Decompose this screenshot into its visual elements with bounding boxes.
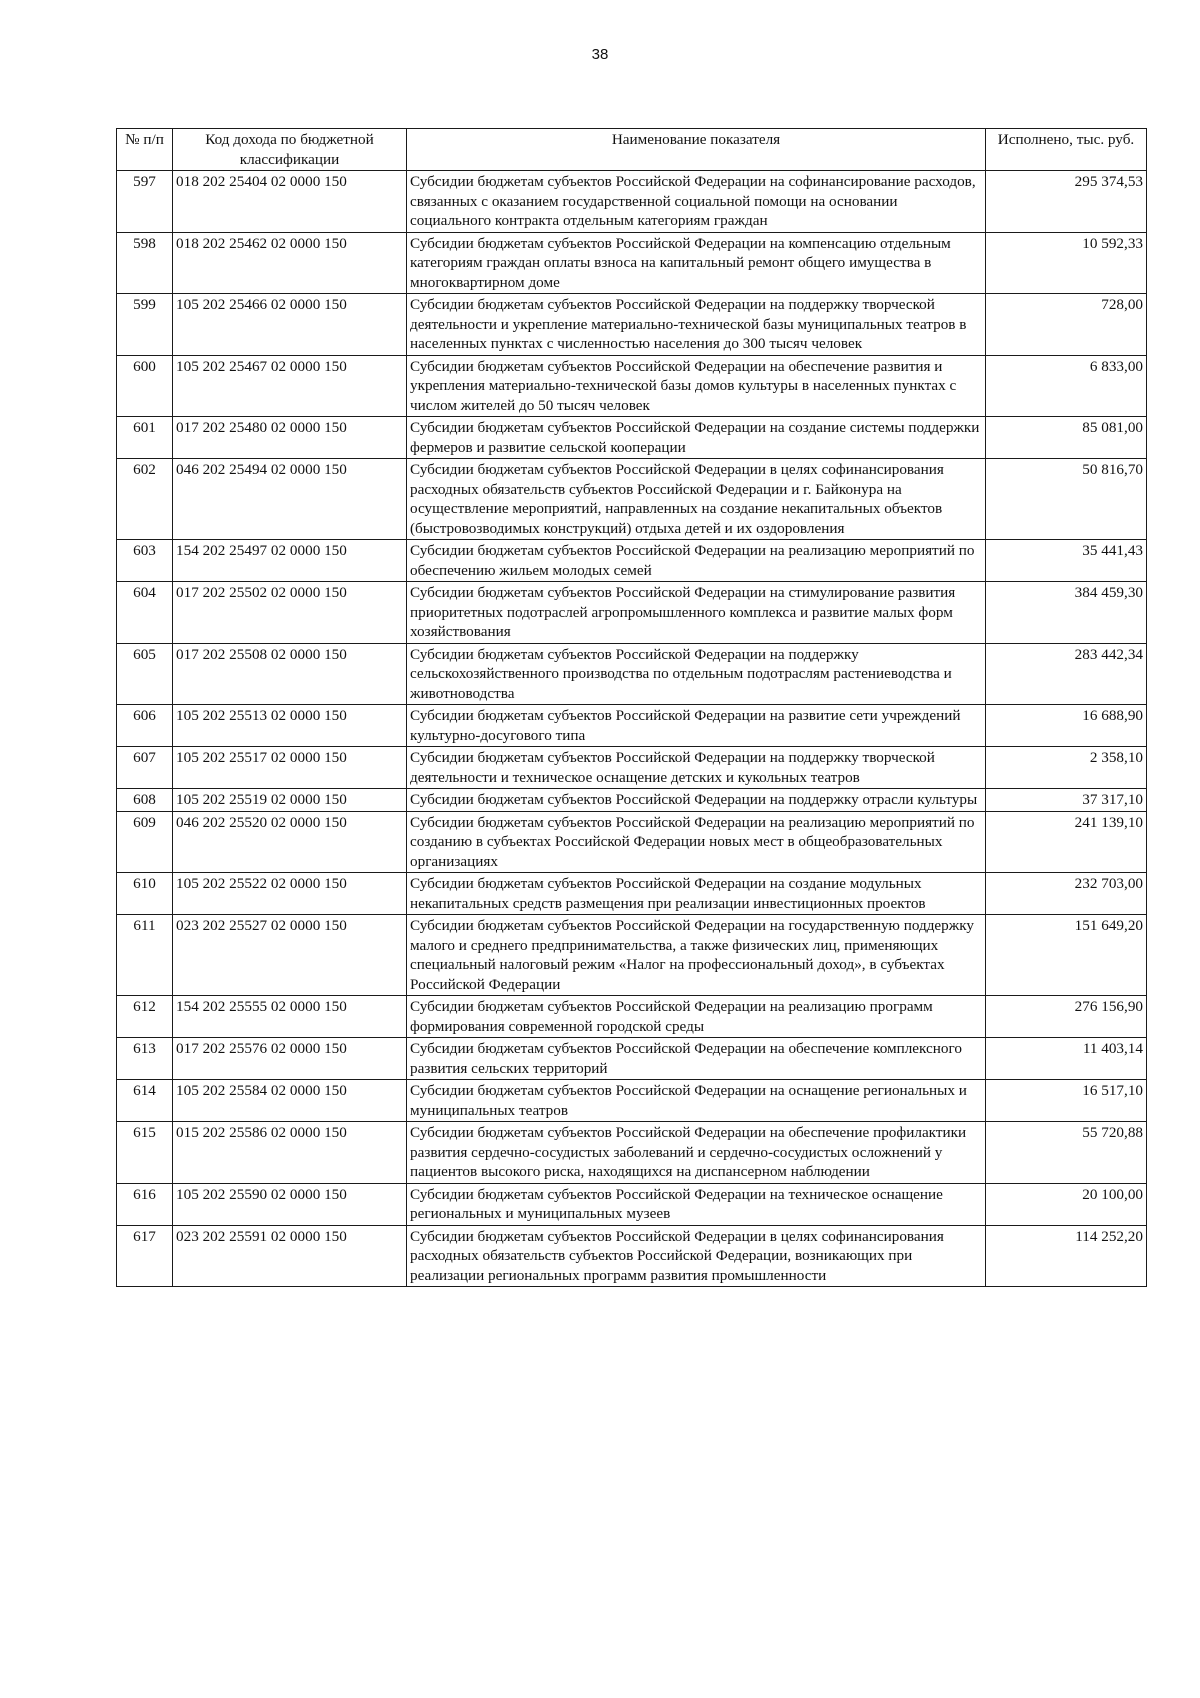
row-revenue-code: 105 202 25513 02 0000 150: [173, 705, 407, 747]
row-number: 598: [117, 232, 173, 294]
row-revenue-code: 017 202 25480 02 0000 150: [173, 417, 407, 459]
row-amount: 50 816,70: [986, 459, 1147, 540]
row-indicator-name: Субсидии бюджетам субъектов Российской Федерации на реализацию мероприятий по обеспечению жильем молодых семей: [407, 540, 986, 582]
row-revenue-code: 105 202 25467 02 0000 150: [173, 355, 407, 417]
row-number: 603: [117, 540, 173, 582]
table-row: [117, 232, 1147, 294]
table-row: [117, 789, 1147, 812]
row-amount: 35 441,43: [986, 540, 1147, 582]
row-number: 608: [117, 789, 173, 812]
row-number: 611: [117, 915, 173, 996]
row-amount: 241 139,10: [986, 811, 1147, 873]
row-revenue-code: 105 202 25522 02 0000 150: [173, 873, 407, 915]
table-row: [117, 705, 1147, 747]
row-indicator-name: Субсидии бюджетам субъектов Российской Федерации на обеспечение развития и укрепления материально-технической базы домов культуры в населенных пунктах с числом жителей до 50 тысяч человек: [407, 355, 986, 417]
row-indicator-name: Субсидии бюджетам субъектов Российской Федерации на софинансирование расходов, связанных с оказанием государственной социальной помощи на основании социального контракта отдельным категориям граждан: [407, 171, 986, 233]
row-number: 614: [117, 1080, 173, 1122]
row-indicator-name: Субсидии бюджетам субъектов Российской Федерации на поддержку сельскохозяйственного производства по отдельным подотраслям растениеводства и животноводства: [407, 643, 986, 705]
row-revenue-code: 018 202 25462 02 0000 150: [173, 232, 407, 294]
row-amount: 20 100,00: [986, 1183, 1147, 1225]
row-revenue-code: 017 202 25508 02 0000 150: [173, 643, 407, 705]
row-indicator-name: Субсидии бюджетам субъектов Российской Федерации на реализацию мероприятий по созданию в субъектах Российской Федерации новых мест в общеобразовательных организациях: [407, 811, 986, 873]
row-amount: 11 403,14: [986, 1038, 1147, 1080]
header-num: № п/п: [117, 129, 173, 171]
row-amount: 276 156,90: [986, 996, 1147, 1038]
row-number: 606: [117, 705, 173, 747]
table-row: [117, 747, 1147, 789]
header-amount: Исполнено, тыс. руб.: [986, 129, 1147, 171]
row-number: 597: [117, 171, 173, 233]
row-indicator-name: Субсидии бюджетам субъектов Российской Федерации на оснащение региональных и муниципальных театров: [407, 1080, 986, 1122]
row-amount: 283 442,34: [986, 643, 1147, 705]
row-indicator-name: Субсидии бюджетам субъектов Российской Федерации на обеспечение комплексного развития сельских территорий: [407, 1038, 986, 1080]
row-amount: 114 252,20: [986, 1225, 1147, 1287]
row-indicator-name: Субсидии бюджетам субъектов Российской Федерации на техническое оснащение региональных и муниципальных музеев: [407, 1183, 986, 1225]
row-amount: 16 517,10: [986, 1080, 1147, 1122]
table-row: [117, 540, 1147, 582]
row-number: 599: [117, 294, 173, 356]
row-revenue-code: 046 202 25494 02 0000 150: [173, 459, 407, 540]
row-amount: 10 592,33: [986, 232, 1147, 294]
budget-revenue-table: [116, 128, 1147, 1287]
row-revenue-code: 017 202 25576 02 0000 150: [173, 1038, 407, 1080]
row-amount: 2 358,10: [986, 747, 1147, 789]
row-revenue-code: 154 202 25497 02 0000 150: [173, 540, 407, 582]
table-row: [117, 915, 1147, 996]
table-row: [117, 417, 1147, 459]
row-number: 610: [117, 873, 173, 915]
row-number: 602: [117, 459, 173, 540]
row-indicator-name: Субсидии бюджетам субъектов Российской Федерации на компенсацию отдельным категориям граждан оплаты взноса на капитальный ремонт общего имущества в многоквартирном доме: [407, 232, 986, 294]
row-number: 615: [117, 1122, 173, 1184]
table-row: [117, 355, 1147, 417]
row-amount: 295 374,53: [986, 171, 1147, 233]
row-amount: 6 833,00: [986, 355, 1147, 417]
row-indicator-name: Субсидии бюджетам субъектов Российской Федерации на поддержку творческой деятельности и укрепление материально-технической базы муниципальных театров в населенных пунктах с численностью населения до 300 тысяч человек: [407, 294, 986, 356]
row-number: 613: [117, 1038, 173, 1080]
row-revenue-code: 105 202 25517 02 0000 150: [173, 747, 407, 789]
row-indicator-name: Субсидии бюджетам субъектов Российской Федерации на стимулирование развития приоритетных подотраслей агропромышленного комплекса и развитие малых форм хозяйствования: [407, 582, 986, 644]
row-amount: 85 081,00: [986, 417, 1147, 459]
row-revenue-code: 105 202 25584 02 0000 150: [173, 1080, 407, 1122]
table-row: [117, 811, 1147, 873]
row-number: 607: [117, 747, 173, 789]
table-row: [117, 1122, 1147, 1184]
table-header-row: [117, 129, 1147, 171]
row-revenue-code: 018 202 25404 02 0000 150: [173, 171, 407, 233]
row-amount: 384 459,30: [986, 582, 1147, 644]
row-number: 604: [117, 582, 173, 644]
table-row: [117, 459, 1147, 540]
row-amount: 728,00: [986, 294, 1147, 356]
table-row: [117, 582, 1147, 644]
table-row: [117, 643, 1147, 705]
row-amount: 232 703,00: [986, 873, 1147, 915]
table-row: [117, 1183, 1147, 1225]
row-number: 601: [117, 417, 173, 459]
row-indicator-name: Субсидии бюджетам субъектов Российской Федерации на развитие сети учреждений культурно-досугового типа: [407, 705, 986, 747]
row-revenue-code: 017 202 25502 02 0000 150: [173, 582, 407, 644]
row-number: 616: [117, 1183, 173, 1225]
row-number: 612: [117, 996, 173, 1038]
row-number: 609: [117, 811, 173, 873]
table-row: [117, 996, 1147, 1038]
row-amount: 55 720,88: [986, 1122, 1147, 1184]
row-revenue-code: 015 202 25586 02 0000 150: [173, 1122, 407, 1184]
row-revenue-code: 105 202 25519 02 0000 150: [173, 789, 407, 812]
row-indicator-name: Субсидии бюджетам субъектов Российской Федерации на создание системы поддержки фермеров и развитие сельской кооперации: [407, 417, 986, 459]
row-revenue-code: 023 202 25591 02 0000 150: [173, 1225, 407, 1287]
header-code: Код дохода по бюджетной классификации: [173, 129, 407, 171]
row-amount: 151 649,20: [986, 915, 1147, 996]
table-row: [117, 873, 1147, 915]
row-amount: 16 688,90: [986, 705, 1147, 747]
header-name: Наименование показателя: [407, 129, 986, 171]
table-row: [117, 1080, 1147, 1122]
row-indicator-name: Субсидии бюджетам субъектов Российской Федерации в целях софинансирования расходных обязательств субъектов Российской Федерации и г. Байконура на осуществление мероприятий, направленных на создание некапитальных объектов (быстровозводимых конструкций) отдыха детей и их оздоровления: [407, 459, 986, 540]
row-revenue-code: 023 202 25527 02 0000 150: [173, 915, 407, 996]
row-indicator-name: Субсидии бюджетам субъектов Российской Федерации на реализацию программ формирования современной городской среды: [407, 996, 986, 1038]
row-indicator-name: Субсидии бюджетам субъектов Российской Федерации на обеспечение профилактики развития сердечно-сосудистых заболеваний и сердечно-сосудистых осложнений у пациентов высокого риска, находящихся на диспансерном наблюдении: [407, 1122, 986, 1184]
page-number: 38: [591, 46, 609, 63]
row-amount: 37 317,10: [986, 789, 1147, 812]
row-revenue-code: 046 202 25520 02 0000 150: [173, 811, 407, 873]
row-indicator-name: Субсидии бюджетам субъектов Российской Федерации на государственную поддержку малого и среднего предпринимательства, а также физических лиц, применяющих специальный налоговый режим «Налог на профессиональный доход», в субъектах Российской Федерации: [407, 915, 986, 996]
row-revenue-code: 105 202 25466 02 0000 150: [173, 294, 407, 356]
table-row: [117, 171, 1147, 233]
row-revenue-code: 105 202 25590 02 0000 150: [173, 1183, 407, 1225]
row-indicator-name: Субсидии бюджетам субъектов Российской Федерации на поддержку творческой деятельности и техническое оснащение детских и кукольных театров: [407, 747, 986, 789]
row-indicator-name: Субсидии бюджетам субъектов Российской Федерации в целях софинансирования расходных обязательств субъектов Российской Федерации, возникающих при реализации региональных программ развития промышленности: [407, 1225, 986, 1287]
row-indicator-name: Субсидии бюджетам субъектов Российской Федерации на создание модульных некапитальных средств размещения при реализации инвестиционных проектов: [407, 873, 986, 915]
row-number: 605: [117, 643, 173, 705]
table-row: [117, 294, 1147, 356]
row-indicator-name: Субсидии бюджетам субъектов Российской Федерации на поддержку отрасли культуры: [407, 789, 986, 812]
table-row: [117, 1225, 1147, 1287]
row-revenue-code: 154 202 25555 02 0000 150: [173, 996, 407, 1038]
row-number: 617: [117, 1225, 173, 1287]
table-row: [117, 1038, 1147, 1080]
row-number: 600: [117, 355, 173, 417]
